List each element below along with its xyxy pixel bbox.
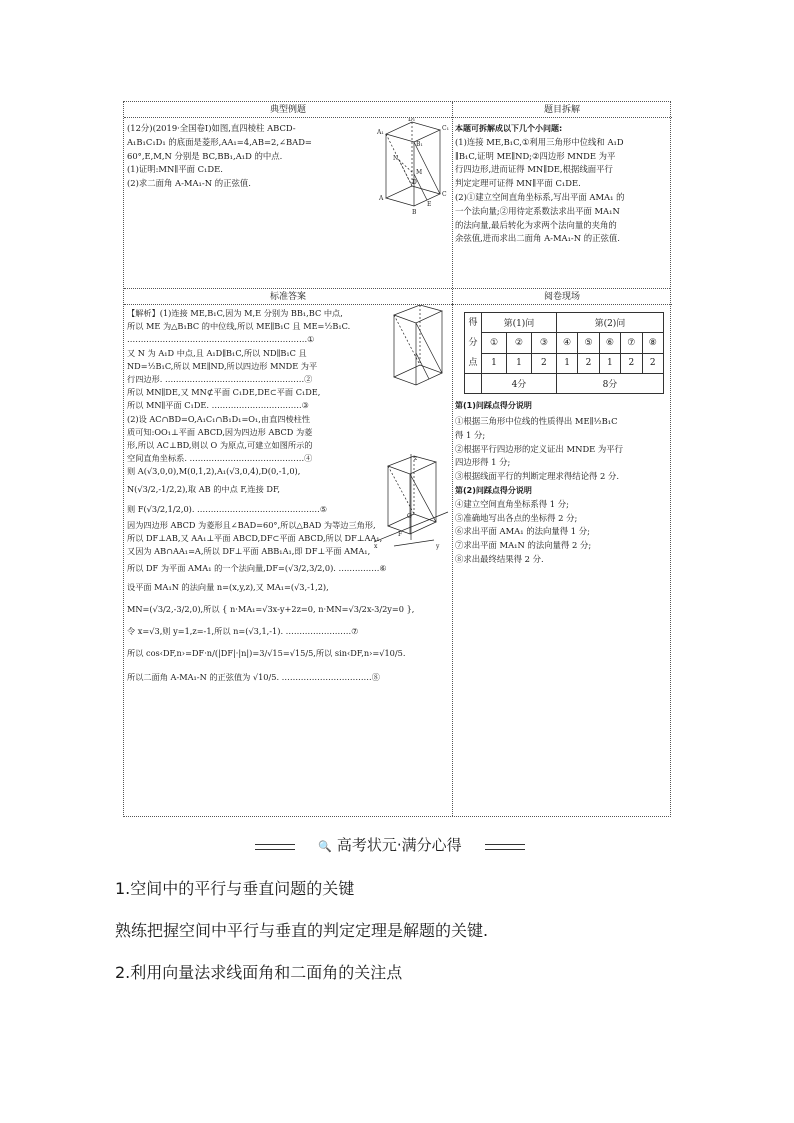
answer-line: 所以 cos‹DF,n›=DF·n/(|DF|·|n|)=3/√15=√15/5,所以 sin‹DF,n›=√10/5. <box>127 648 406 659</box>
solution-table <box>123 101 671 817</box>
note-line: ⑤准确地写出各点的坐标得 2 分; <box>455 512 578 523</box>
section-2-title: 2.利用向量法求线面角和二面角的关注点 <box>115 963 403 982</box>
answer-line: 令 x=√3,则 y=1,z=-1,所以 n=(√3,1,-1). ……………………⑦ <box>127 626 359 637</box>
answer-prism-figure-2 <box>374 454 450 550</box>
label-E: E <box>427 201 432 208</box>
column-divider <box>452 102 453 816</box>
point-score: 1 <box>556 353 577 373</box>
score-row-label: 得分点 <box>465 313 482 374</box>
answer-line: …………………………………………………………① <box>127 334 315 345</box>
point-label: ⑥ <box>599 333 620 353</box>
label-F: F <box>398 531 403 538</box>
point-score: 1 <box>482 353 507 373</box>
answer-line: 所以 DF⊥AB,又 AA₁⊥平面 ABCD,DF⊂平面 ABCD,所以 DF⊥AA₁, <box>127 532 383 543</box>
label-B: B <box>412 209 417 216</box>
note-line: ⑥求出平面 AMA₁ 的法向量得 1 分; <box>455 526 590 537</box>
note-line: ⑦求出平面 MA₁N 的法向量得 2 分; <box>455 540 592 551</box>
answer-line: 质可知:OO₁⊥平面 ABCD,因为四边形 ABCD 为菱 <box>127 426 313 437</box>
example-header: 典型例题 <box>124 102 452 118</box>
answer-line: 又因为 AB∩AA₁=A,所以 DF⊥平面 ABB₁A₁,即 DF⊥平面 AMA₁, <box>127 546 371 557</box>
banner-title: 高考状元·满分心得 <box>336 836 462 854</box>
label-N: N <box>393 155 399 162</box>
label-A: A <box>379 195 384 202</box>
answer-line: 所以 MN∥DE,又 MN⊄平面 C₁DE,DE⊂平面 C₁DE, <box>127 387 321 398</box>
problem-line: (2)求二面角 A-MA₁-N 的正弦值. <box>127 178 251 189</box>
answer-line: 【解析】(1)连接 ME,B₁C,因为 M,E 分别为 BB₁,BC 中点, <box>127 308 343 318</box>
note-line: ⑧求出最终结果得 2 分. <box>455 553 544 564</box>
label-M: M <box>416 169 423 176</box>
breakdown-line: ∥B₁C,证明 ME∥ND;②四边形 MNDE 为平 <box>455 150 616 161</box>
answer-line: 则 F(√3/2,1/2,0). ………………………………………⑤ <box>127 503 328 514</box>
breakdown-line: (2)①建立空间直角坐标系,写出平面 AMA₁ 的 <box>455 191 625 202</box>
note-line: 四边形得 1 分; <box>455 457 511 468</box>
point-score: 1 <box>506 353 531 373</box>
answer-line: ND=½B₁C,所以 ME∥ND,所以四边形 MNDE 为平 <box>127 360 318 371</box>
label-C: C <box>442 191 447 198</box>
problem-line: (12分)(2019·全国卷Ⅰ)如图,直四棱柱 ABCD- <box>127 123 296 133</box>
score-header-q2: 第(2)问 <box>556 313 663 333</box>
problem-line: (1)证明:MN∥平面 C₁DE. <box>127 164 223 175</box>
label-O: O <box>407 513 412 520</box>
point-score: 2 <box>578 353 599 373</box>
note-line: ①根据三角形中位线的性质得出 ME∥½B₁C <box>455 415 618 426</box>
score-header-q1: 第(1)问 <box>482 313 557 333</box>
breakdown-line: 的法向量,最后转化为求两个法向量的夹角的 <box>455 219 617 230</box>
prism-figure <box>374 118 450 218</box>
point-label: ⑦ <box>621 333 642 353</box>
point-score: 2 <box>531 353 556 373</box>
answer-line: 所以二面角 A-MA₁-N 的正弦值为 √10/5. ……………………………⑧ <box>127 672 380 683</box>
breakdown-line: 判定定理可证得 MN∥平面 C₁DE. <box>455 178 581 189</box>
answer-line: 所以 DF 为平面 AMA₁ 的一个法向量,DF=(√3/2,3/2,0). ……………⑥ <box>127 563 387 574</box>
answer-line: 行四边形. ……………………………………………② <box>127 374 313 385</box>
answer-header: 标准答案 <box>124 289 452 305</box>
problem-line: 60°,E,M,N 分别是 BC,BB₁,A₁D 的中点. <box>127 150 283 161</box>
label-z: z <box>414 455 418 462</box>
note-heading-q1: 第(1)问踩点得分说明 <box>455 401 532 410</box>
point-label: ① <box>482 333 507 353</box>
breakdown-line: 余弦值,进而求出二面角 A-MA₁-N 的正弦值. <box>455 233 620 244</box>
note-line: ③根据线面平行的判断定理求得结论得 2 分. <box>455 471 620 482</box>
scoring-notes <box>455 399 670 567</box>
subtotal-q2: 8分 <box>556 374 663 394</box>
answer-line: 所以 ME 为△B₁BC 的中位线,所以 ME∥B₁C 且 ME=½B₁C. <box>127 321 351 332</box>
point-label: ⑤ <box>578 333 599 353</box>
note-heading-q2: 第(2)问踩点得分说明 <box>455 485 532 495</box>
problem-text <box>127 122 367 191</box>
label-A1: A₁ <box>377 129 384 136</box>
label-C1: C₁ <box>442 125 449 132</box>
note-line: ④建立空间直角坐标系得 1 分; <box>455 498 569 509</box>
breakdown-line: (1)连接 ME,B₁C,①利用三角形中位线和 A₁D <box>455 136 624 147</box>
label-x: x <box>374 543 378 550</box>
subtotal-q1: 4分 <box>482 374 557 394</box>
answer-line: MN=(√3/2,-3/2,0),所以 { n·MA₁=√3x-y+2z=0, n·MN=√3/2x-3/2y=0 }, <box>127 604 415 615</box>
label-D: D <box>412 179 417 186</box>
grading-header: 阅卷现场 <box>452 289 672 305</box>
label-B1: B₁ <box>416 141 423 148</box>
section-1-body: 熟练把握空间中平行与垂直的判定定理是解题的关键. <box>115 921 489 940</box>
note-line: 得 1 分; <box>455 429 486 440</box>
answer-line: 形,所以 AC⊥BD,则以 O 为原点,可建立如图所示的 <box>127 440 313 451</box>
answer-line: 设平面 MA₁N 的法向量 n=(x,y,z),又 MA₁=(√3,-1,2), <box>127 582 329 593</box>
point-label: ② <box>506 333 531 353</box>
experience-banner <box>255 834 525 856</box>
banner-left-rule <box>255 844 295 850</box>
point-score: 1 <box>599 353 620 373</box>
magnifier-icon: 🔍 <box>318 840 333 853</box>
breakdown-header: 题目拆解 <box>452 102 672 118</box>
answer-line: 又 N 为 A₁D 中点,且 A₁D∥B₁C,所以 ND∥B₁C 且 <box>127 347 307 358</box>
point-label: ⑧ <box>642 333 663 353</box>
answer-line: 所以 MN∥平面 C₁DE. ……………………………③ <box>127 400 309 411</box>
label-D1: D₁ <box>408 118 416 123</box>
breakdown-line: 本题可拆解成以下几个小问题: <box>455 124 563 133</box>
breakdown-text <box>455 122 670 246</box>
breakdown-line: 行四边形,进而证得 MN∥DE,根据线面平行 <box>455 164 613 175</box>
answer-line: 因为四边形 ABCD 为菱形且∠BAD=60°,所以△BAD 为等边三角形, <box>127 519 376 530</box>
point-score: 2 <box>621 353 642 373</box>
answer-line: N(√3/2,-1/2,2),取 AB 的中点 F,连接 DF, <box>127 483 280 494</box>
point-score: 2 <box>642 353 663 373</box>
point-label: ④ <box>556 333 577 353</box>
problem-line: A₁B₁C₁D₁ 的底面是菱形,AA₁=4,AB=2,∠BAD= <box>127 136 312 147</box>
label-y: y <box>436 543 440 550</box>
answer-line: (2)设 AC∩BD=O,A₁C₁∩B₁D₁=O₁,由直四棱柱性 <box>127 413 311 424</box>
banner-right-rule <box>485 844 525 850</box>
answer-line: 空间直角坐标系. ……………………………………④ <box>127 453 313 464</box>
answer-prism-figure-1 <box>386 305 450 393</box>
score-table <box>464 312 664 394</box>
section-1-title: 1.空间中的平行与垂直问题的关键 <box>115 879 355 898</box>
breakdown-line: 一个法向量;②用待定系数法求出平面 MA₁N <box>455 205 620 216</box>
point-label: ③ <box>531 333 556 353</box>
note-line: ②根据平行四边形的定义证出 MNDE 为平行 <box>455 443 624 454</box>
answer-line: 则 A(√3,0,0),M(0,1,2),A₁(√3,0,4),D(0,-1,0), <box>127 466 301 477</box>
